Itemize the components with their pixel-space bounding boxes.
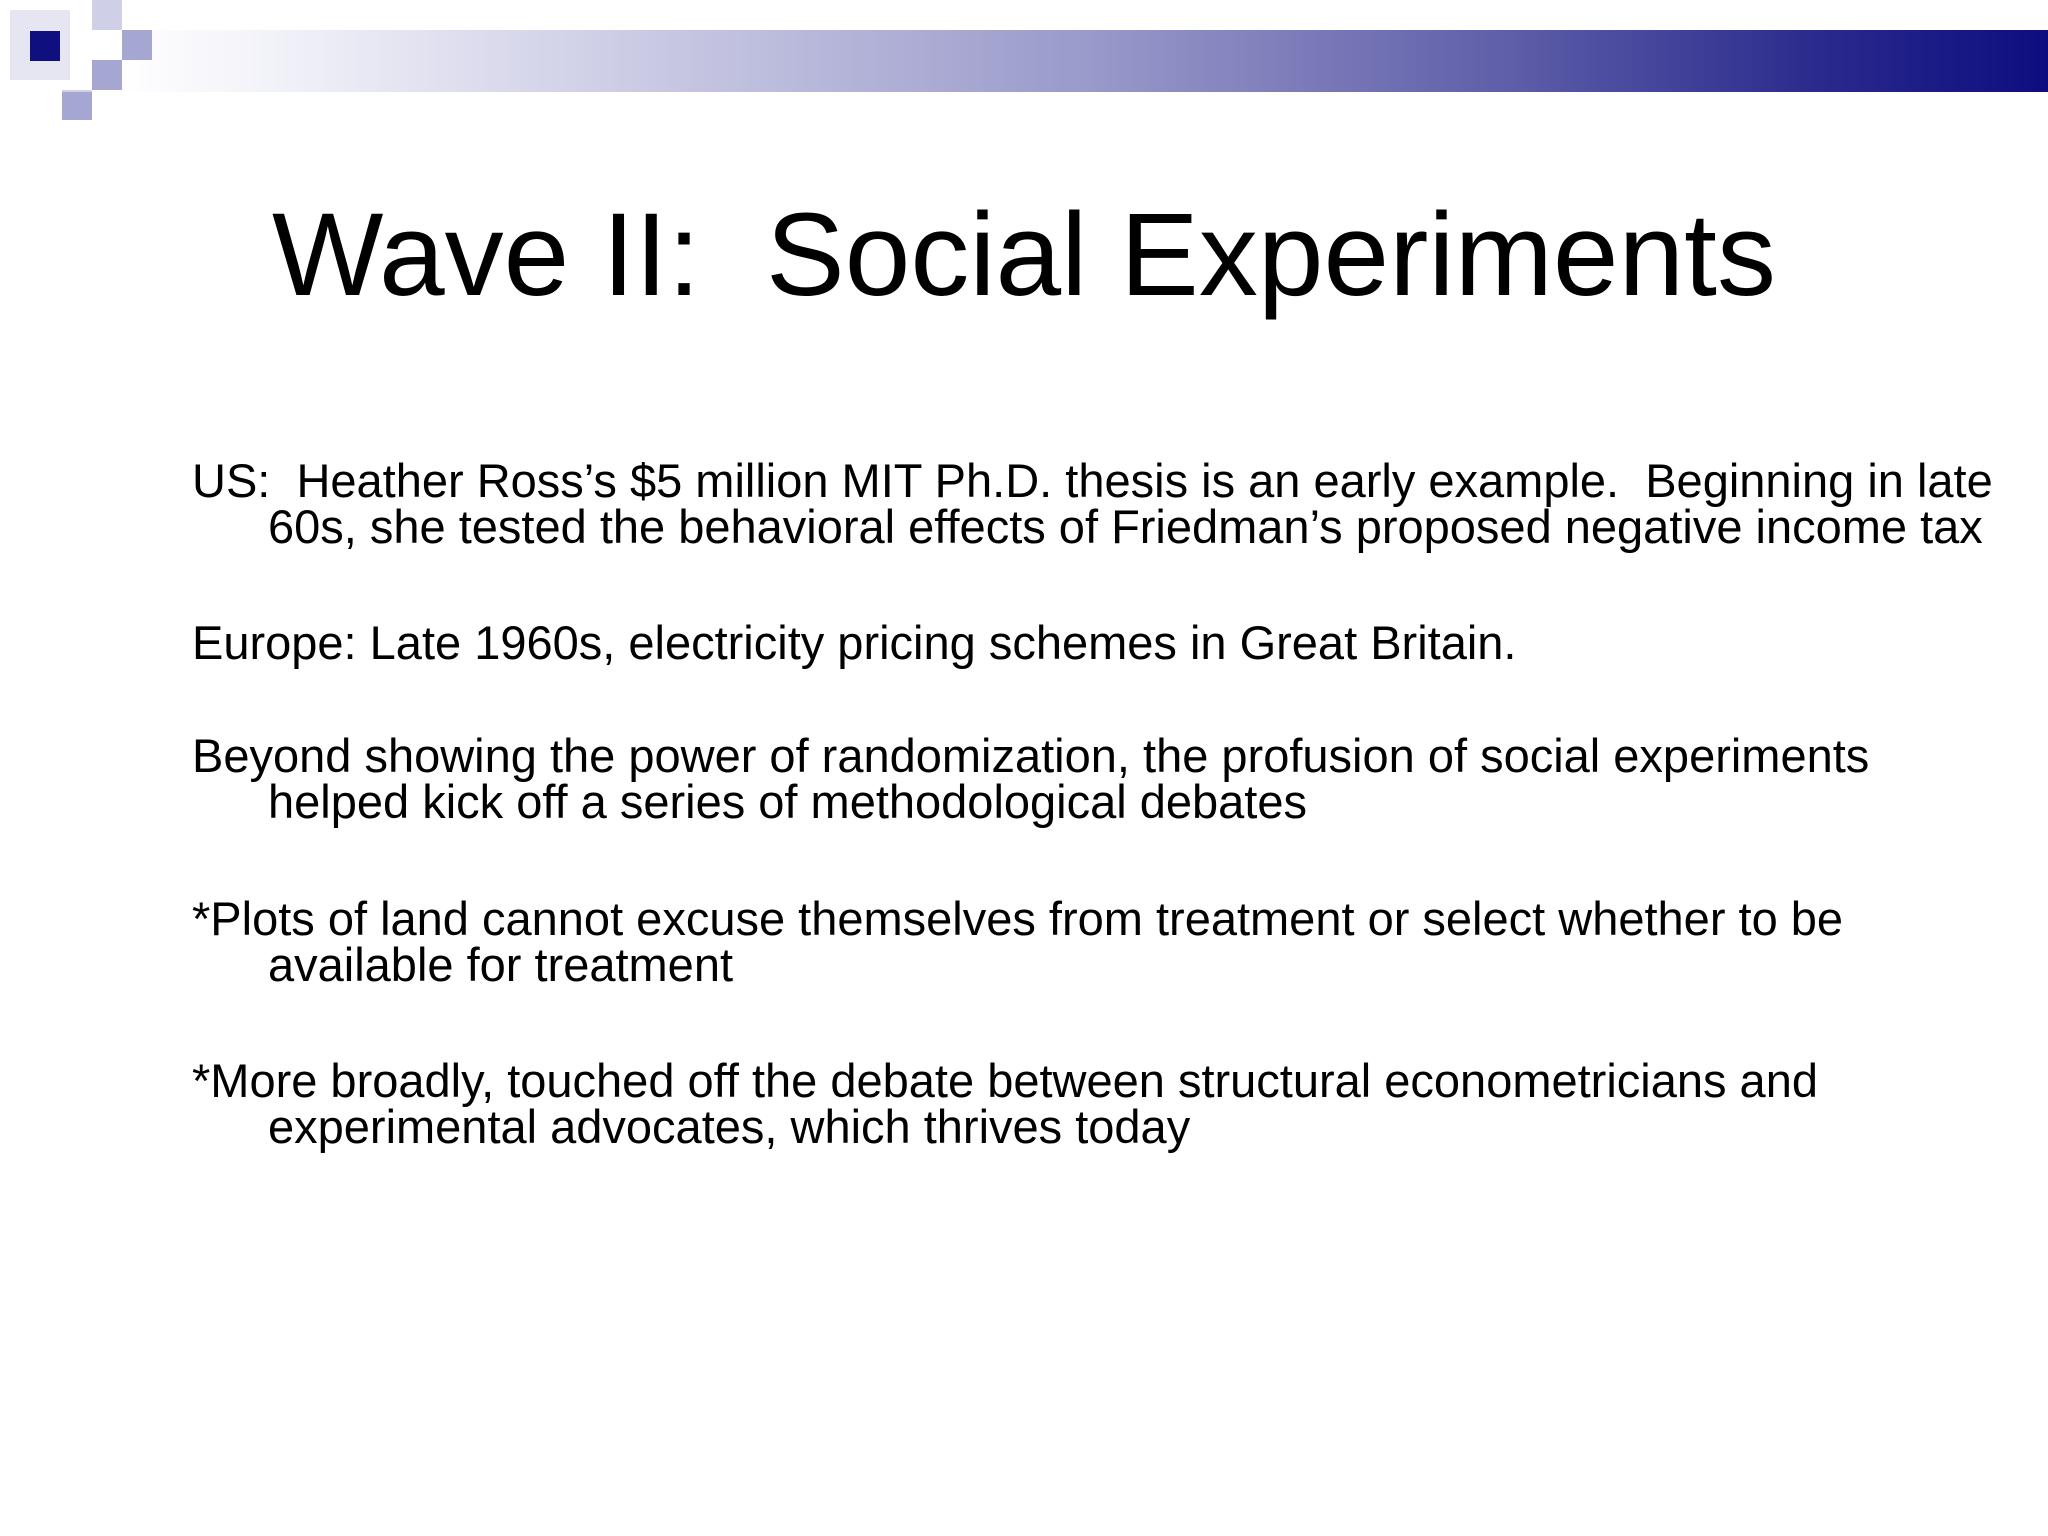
bullet-item: Europe: Late 1960s, electricity pricing schemes in Great Britain. xyxy=(192,616,1517,669)
decor-square xyxy=(122,30,152,60)
decor-square xyxy=(92,60,122,90)
header-gradient-band xyxy=(120,30,2048,92)
slide-title: Wave II: Social Experiments xyxy=(272,189,1776,321)
bullet-item: Beyond showing the power of randomization, the profusion of social experiments helped kick off a series of methodological debates xyxy=(192,729,1883,828)
bullet-list xyxy=(192,454,2022,1153)
decor-square xyxy=(30,31,60,61)
decor-square xyxy=(92,0,122,30)
bullet-item: *Plots of land cannot excuse themselves from treatment or select whether to be available for treatment xyxy=(192,892,1857,991)
bullet-item: *More broadly, touched off the debate between structural econometricians and experimental advocates, which thrives today xyxy=(192,1054,1832,1153)
decor-square xyxy=(62,92,92,120)
bullet-item: US: Heather Ross’s $5 million MIT Ph.D. thesis is an early example. Beginning in late 60s, she tested the behavioral effects of Friedman’s proposed negative income tax xyxy=(192,454,2006,553)
